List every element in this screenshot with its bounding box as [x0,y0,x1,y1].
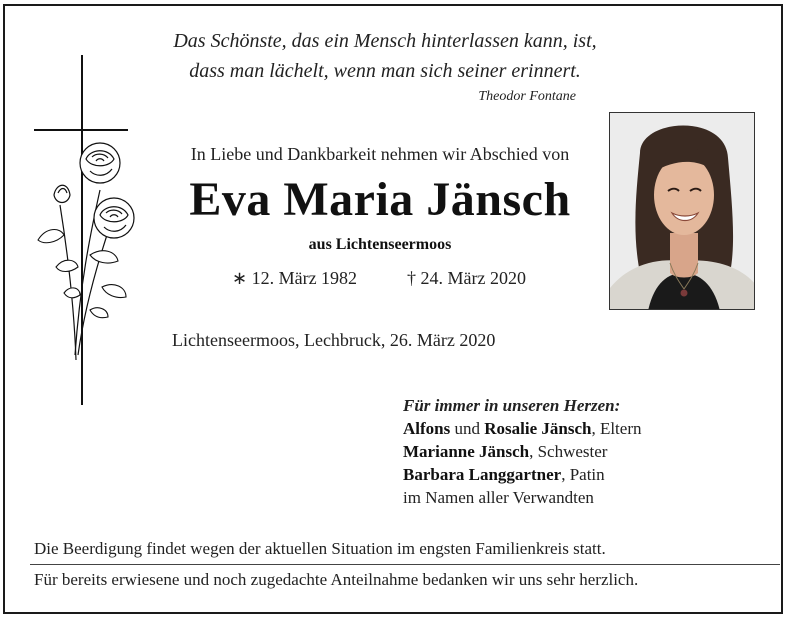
family-role-godmother: , Patin [561,465,605,484]
intro-text: In Liebe und Dankbarkeit nehmen wir Abschied von [190,144,570,164]
family-line-relatives: im Namen aller Verwandten [403,488,594,507]
family-role-parents: , Eltern [591,419,642,438]
family-line-parents [403,417,642,440]
family-name-alfons: Alfons [403,419,451,438]
birth-date: ∗ 12. März 1982 [232,268,358,288]
family-name-rosalie: Rosalie Jänsch [484,419,592,438]
family-name-marianne: Marianne Jänsch [403,442,530,461]
divider [30,564,780,565]
family-line-sister [403,440,642,463]
portrait-illustration [610,113,755,310]
family-conjunction: und [450,419,485,438]
family-line-godmother [403,463,642,486]
deceased-name: Eva Maria Jänsch [189,173,571,226]
quote-author: Theodor Fontane [478,89,576,104]
quote-line-2: dass man lächelt, wenn man sich seiner erinnert. [189,60,581,82]
funeral-notice: Die Beerdigung findet wegen der aktuellen Situation im engsten Familienkreis statt. [34,539,606,558]
family-list [403,394,642,509]
quote-line-1: Das Schönste, das ein Mensch hinterlassen kann, ist, [173,30,597,52]
deceased-origin: aus Lichtenseermoos [308,236,452,253]
death-date: † 24. März 2020 [407,268,526,288]
family-name-barbara: Barbara Langgartner [403,465,562,484]
family-heading: Für immer in unseren Herzen: [403,396,621,415]
family-role-sister: , Schwester [529,442,608,461]
place-and-date: Lichtenseermoos, Lechbruck, 26. März 2020 [172,330,496,350]
portrait-photo [609,112,755,310]
thanks-notice: Für bereits erwiesene und noch zugedachte Anteilnahme bedanken wir uns sehr herzlich. [34,570,639,589]
cross-with-roses-icon [30,55,140,405]
